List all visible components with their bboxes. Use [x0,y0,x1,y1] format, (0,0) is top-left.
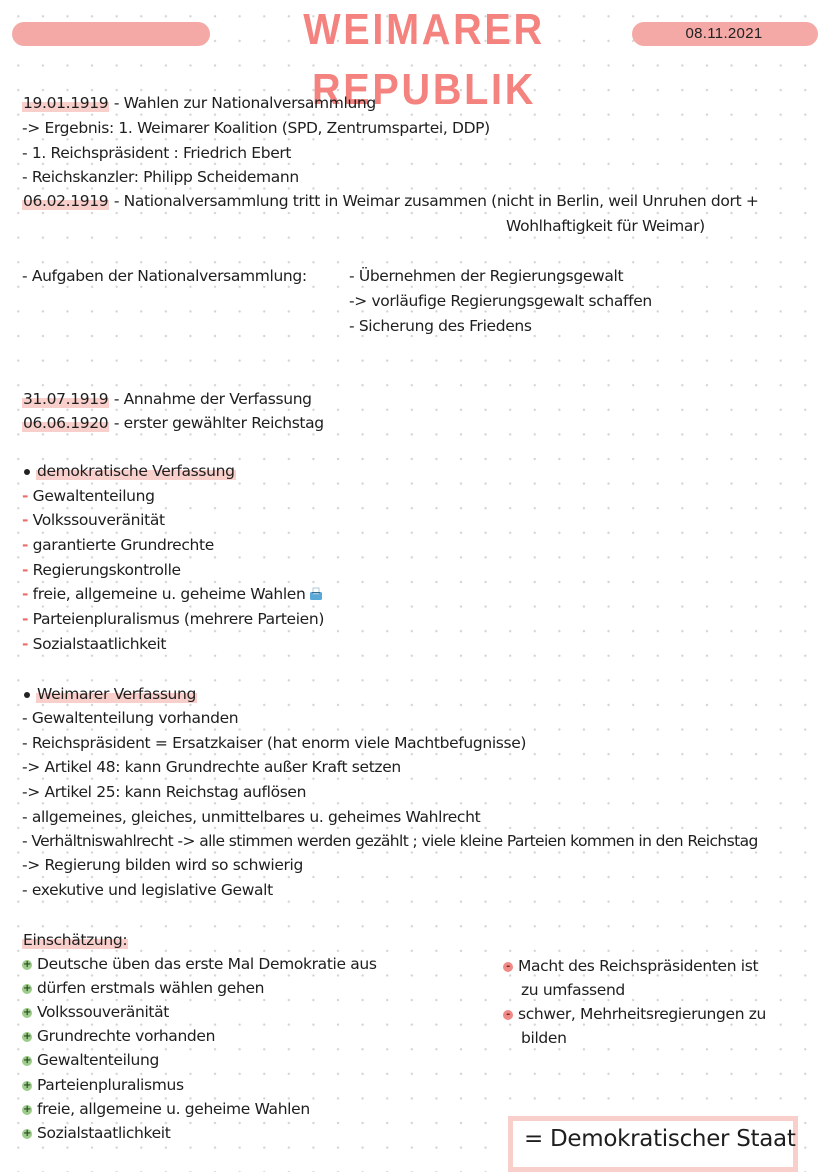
pink-dash-icon: - [22,610,29,628]
pro-item: + Sozialstaatlichkeit [22,1124,171,1142]
pink-dash-icon: - [22,635,29,653]
plus-icon: + [22,982,32,994]
pink-dash-icon: - [22,536,29,554]
pro-item: + dürfen erstmals wählen gehen [22,979,265,997]
pink-dash-icon: - [22,487,29,505]
pro-item: + Grundrechte vorhanden [22,1027,216,1045]
pro-item: + Parteienpluralismus [22,1076,184,1094]
tasks-label: - Aufgaben der Nationalversammlung: [22,267,307,285]
list-item: -> Artikel 25: kann Reichstag auflösen [22,783,307,801]
plus-icon: + [22,958,32,970]
plus-icon: + [22,1054,32,1066]
list-item: - Verhältniswahlrecht -> alle stimmen werden gezählt ; viele kleine Parteien kommen in den Reichstag [22,832,758,850]
list-item: - Volkssouveränität [22,511,165,529]
ballot-box-icon [309,587,323,601]
task-item: -> vorläufige Regierungsgewalt schaffen [349,292,652,310]
date-highlight: 19.01.1919 [23,94,109,112]
election-line: 19.01.1919 - Wahlen zur Nationalversammlung [23,94,376,112]
pink-dash-icon: - [22,511,29,529]
con-item-continued: bilden [521,1029,567,1047]
date-highlight: 06.06.1920 [23,414,109,432]
list-item: - Parteienpluralismus (mehrere Parteien) [22,610,325,628]
plus-icon: + [22,1103,32,1115]
plus-icon: + [22,1030,32,1042]
result-coalition-line: -> Ergebnis: 1. Weimarer Koalition (SPD, Zentrumspartei, DDP) [22,119,490,137]
bullet-icon [24,469,30,475]
header-left-pill [12,22,210,46]
democratic-heading: demokratische Verfassung [22,460,236,482]
list-item: - allgemeines, gleiches, unmittelbares u. geheimes Wahlrecht [22,808,481,826]
pro-item: + Deutsche üben das erste Mal Demokratie aus [22,955,377,973]
task-item: - Übernehmen der Regierungsgewalt [349,267,624,285]
list-item: - exekutive und legislative Gewalt [22,881,273,899]
page-title: WEIMARER REPUBLIK [303,5,545,114]
bullet-icon [24,692,30,698]
result-text: = Demokratischer Staat [524,1126,796,1152]
minus-icon: - [503,1010,513,1020]
minus-icon: - [503,962,513,972]
list-item: - Gewaltenteilung vorhanden [22,709,239,727]
list-item: - Reichspräsident = Ersatzkaiser (hat enorm viele Machtbefugnisse) [22,734,527,752]
list-item: - Regierungskontrolle [22,561,181,579]
task-item: - Sicherung des Friedens [349,317,532,335]
pro-item: + Gewaltenteilung [22,1051,159,1069]
reichstag-line: 06.06.1920 - erster gewählter Reichstag [23,414,324,432]
list-item: - Sozialstaatlichkeit [22,635,167,653]
date-highlight: 06.02.1919 [23,192,109,210]
plus-icon: + [22,1079,32,1091]
chancellor-line: - Reichskanzler: Philipp Scheidemann [22,168,299,186]
list-item: - garantierte Grundrechte [22,536,214,554]
president-line: - 1. Reichspräsident : Friedrich Ebert [22,144,292,162]
pink-dash-icon: - [22,585,29,603]
pink-dash-icon: - [22,561,29,579]
constitution-line: 31.07.1919 - Annahme der Verfassung [23,390,312,408]
assembly-line: 06.02.1919 - Nationalversammlung tritt in Weimar zusammen (nicht in Berlin, weil Unruhen dort + [23,192,759,210]
assembly-line-continued: Wohlhaftigkeit für Weimar) [506,217,705,235]
pro-item: + Volkssouveränität [22,1003,170,1021]
date-highlight: 31.07.1919 [23,390,109,408]
list-item: -> Regierung bilden wird so schwierig [22,856,304,874]
weimar-heading: Weimarer Verfassung [22,683,197,705]
plus-icon: + [22,1006,32,1018]
pro-item: + freie, allgemeine u. geheime Wahlen [22,1100,310,1118]
con-item: - schwer, Mehrheitsregierungen zu [503,1003,766,1025]
page-date: 08.11.2021 [685,25,763,42]
list-item: - freie, allgemeine u. geheime Wahlen [22,583,323,605]
list-item: - Gewaltenteilung [22,487,155,505]
assessment-heading: Einschätzung: [23,931,128,949]
con-item: - Macht des Reichspräsidenten ist [503,955,758,977]
plus-icon: + [22,1127,32,1139]
list-item: -> Artikel 48: kann Grundrechte außer Kraft setzen [22,758,401,776]
con-item-continued: zu umfassend [521,981,625,999]
